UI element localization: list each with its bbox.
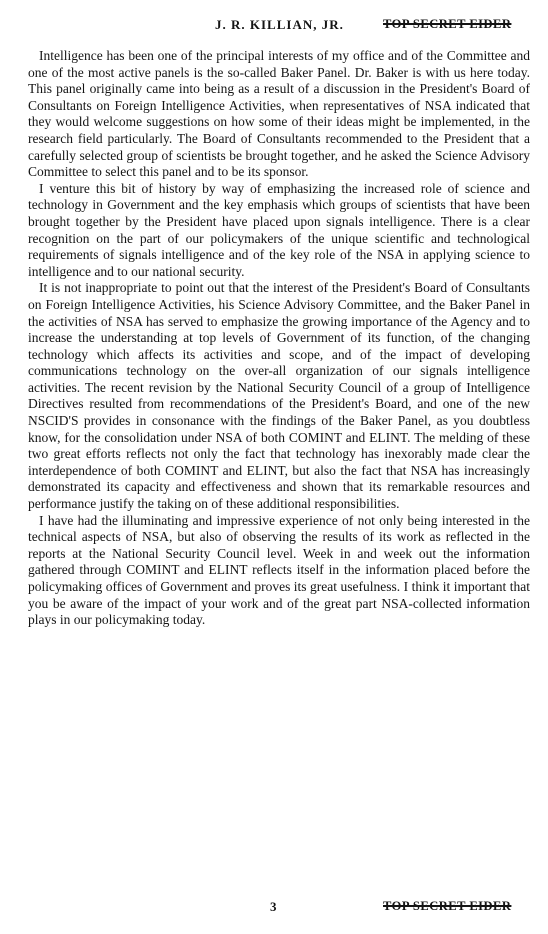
classification-marking-bottom: TOP SECRET EIDER (383, 899, 512, 913)
running-head-author: J. R. KILLIAN, JR. (215, 17, 344, 32)
paragraph: I venture this bit of history by way of emphasizing the increased role of science and technology in Government and the key emphasis which groups of scientists that have been brought together by the President have placed upon signals intelligence. There is a clear recognition on the part of our policymakers of the unique scientific and technological requirements of signals intelligence and of the key role of the NSA in applying science to intelligence and to our national security. (28, 180, 530, 279)
paragraph: It is not inappropriate to point out that the interest of the President's Board of Consultants on Foreign Intelligence Activities, his Science Advisory Committee, and the Baker Panel in the activities of NSA has served to emphasize the growing importance of the Agency and to increase the understanding at top levels of Government of its function, of the changing technology which affects its activities and scope, and of the impact of developing communications technology on the over-all organization of our signals intelligence activities. The recent revision by the National Security Council of a group of Intelligence Directives resulted from recommendations of the President's Board, and one of the new NSCID'S provides in consonance with the findings of the Baker Panel, as you doubtless know, for the consolidation under NSA of both COMINT and ELINT. The melding of these two great efforts reflects not only the fact that technology has inexorably made clear the interdependence of both COMINT and ELINT, but also the fact that NSA has increasingly demonstrated its capacity and effectiveness and shown that its remarkable resources and performance justify the taking on of these additional responsibilities. (28, 280, 530, 512)
classification-marking-top: TOP SECRET EIDER (383, 17, 512, 31)
page-number: 3 (270, 899, 277, 914)
page-footer (0, 896, 548, 920)
paragraph: Intelligence has been one of the principal interests of my office and of the Committee and one of the most active panels is the so-called Baker Panel. Dr. Baker is with us here today. This panel originally came into being as a result of a discussion in the President's Board of Consultants on Foreign Intelligence Activities, when representatives of NSA indicated that they would welcome suggestions on how some of their ideas might be implemented, in the research field particularly. The Board of Consultants recommended to the President that a carefully selected group of scientists be brought together, and he asked the Science Advisory Committee to select this panel and to be its sponsor. (28, 48, 530, 180)
page-header (0, 14, 548, 38)
body-text (28, 48, 530, 629)
paragraph: I have had the illuminating and impressive experience of not only being interested in the technical aspects of NSA, but also of observing the results of its work as reflected in the reports at the National Security Council level. Week in and week out the information gathered through COMINT and ELINT reflects itself in the information placed before the policymaking offices of Government and proves its great usefulness. I think it important that you be aware of the impact of your work and of the great part NSA-collected information plays in our policymaking today. (28, 512, 530, 628)
